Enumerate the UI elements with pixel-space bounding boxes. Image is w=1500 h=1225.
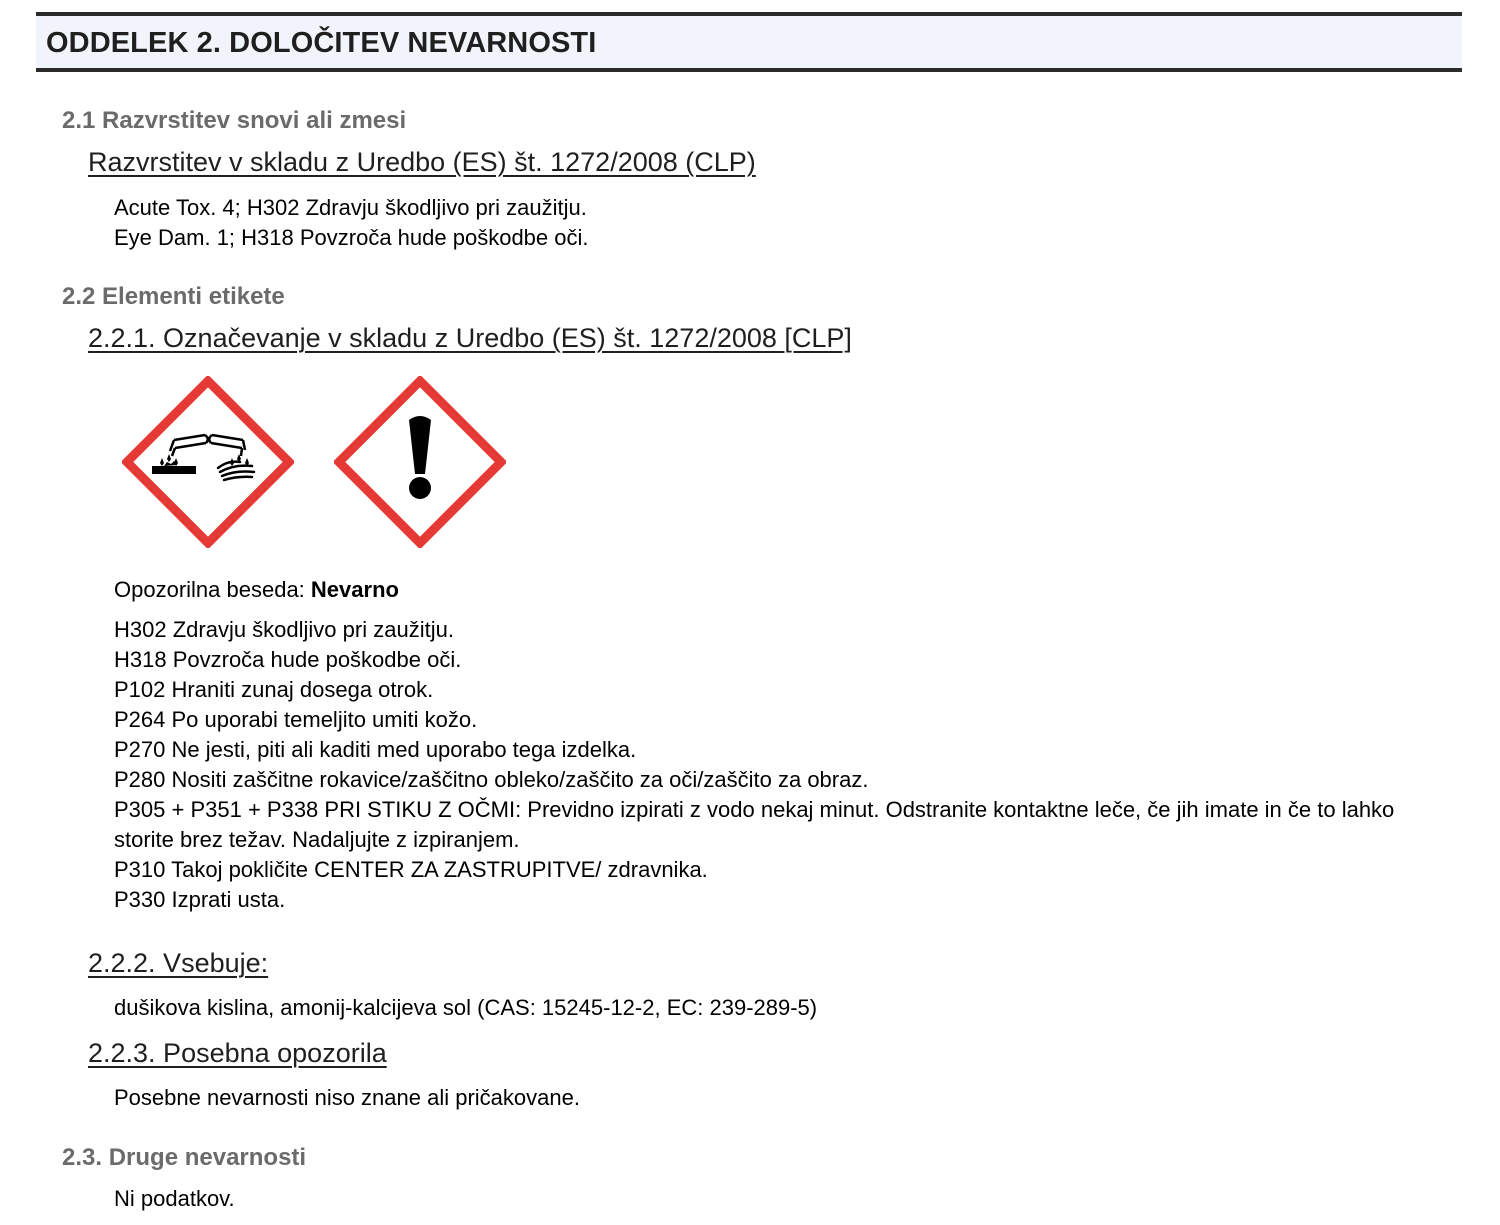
subheading-clp-labelling: 2.2.1. Označevanje v skladu z Uredbo (ES) št. 1272/2008 [CLP]	[88, 323, 852, 353]
statement-p280: P280 Nositi zaščitne rokavice/zaščitno obleko/zaščito za oči/zaščito za obraz.	[114, 767, 869, 792]
section-header	[36, 12, 1462, 72]
statement-p102: P102 Hraniti zunaj dosega otrok.	[114, 677, 434, 702]
other-hazards-text: Ni podatkov.	[114, 1186, 235, 1211]
heading-2-3: 2.3. Druge nevarnosti	[62, 1144, 307, 1171]
subheading-clp-classification: Razvrstitev v skladu z Uredbo (ES) št. 1272/2008 (CLP)	[88, 147, 756, 177]
statement-p264: P264 Po uporabi temeljito umiti kožo.	[114, 707, 478, 732]
signal-word-row	[114, 575, 399, 605]
contains-text: dušikova kislina, amonij-kalcijeva sol (CAS: 15245-12-2, EC: 239-289-5)	[114, 995, 818, 1020]
heading-2-1: 2.1 Razvrstitev snovi ali zmesi	[62, 107, 407, 134]
exclamation-mark-icon	[334, 376, 506, 548]
statement-p330: P330 Izprati usta.	[114, 887, 286, 912]
classification-line-2: Eye Dam. 1; H318 Povzroča hude poškodbe oči.	[114, 225, 589, 250]
heading-2-2: 2.2 Elementi etikete	[62, 283, 285, 310]
signal-word-label: Opozorilna beseda:	[114, 577, 305, 602]
section-title: ODDELEK 2. DOLOČITEV NEVARNOSTI	[46, 27, 597, 59]
corrosion-icon	[122, 376, 294, 548]
special-warnings-text: Posebne nevarnosti niso znane ali pričakovane.	[114, 1085, 580, 1110]
classification-line-1: Acute Tox. 4; H302 Zdravju škodljivo pri zaužitju.	[114, 195, 587, 220]
subheading-contains: 2.2.2. Vsebuje:	[88, 948, 269, 978]
statement-p310: P310 Takoj pokličite CENTER ZA ZASTRUPITVE/ zdravnika.	[114, 857, 708, 882]
subheading-special-warnings: 2.2.3. Posebna opozorila	[88, 1038, 387, 1068]
statement-h302: H302 Zdravju škodljivo pri zaužitju.	[114, 617, 454, 642]
signal-word: Nevarno	[310, 577, 399, 602]
statement-h318: H318 Povzroča hude poškodbe oči.	[114, 647, 462, 672]
statement-p305-p351-p338: P305 + P351 + P338 PRI STIKU Z OČMI: Previdno izpirati z vodo nekaj minut. Odstranite kontaktne leče, če jih imate in če to lahko storite brez težav. Nadaljujte z izpiranjem.	[114, 797, 1395, 852]
statement-p270: P270 Ne jesti, piti ali kaditi med uporabo tega izdelka.	[114, 737, 637, 762]
